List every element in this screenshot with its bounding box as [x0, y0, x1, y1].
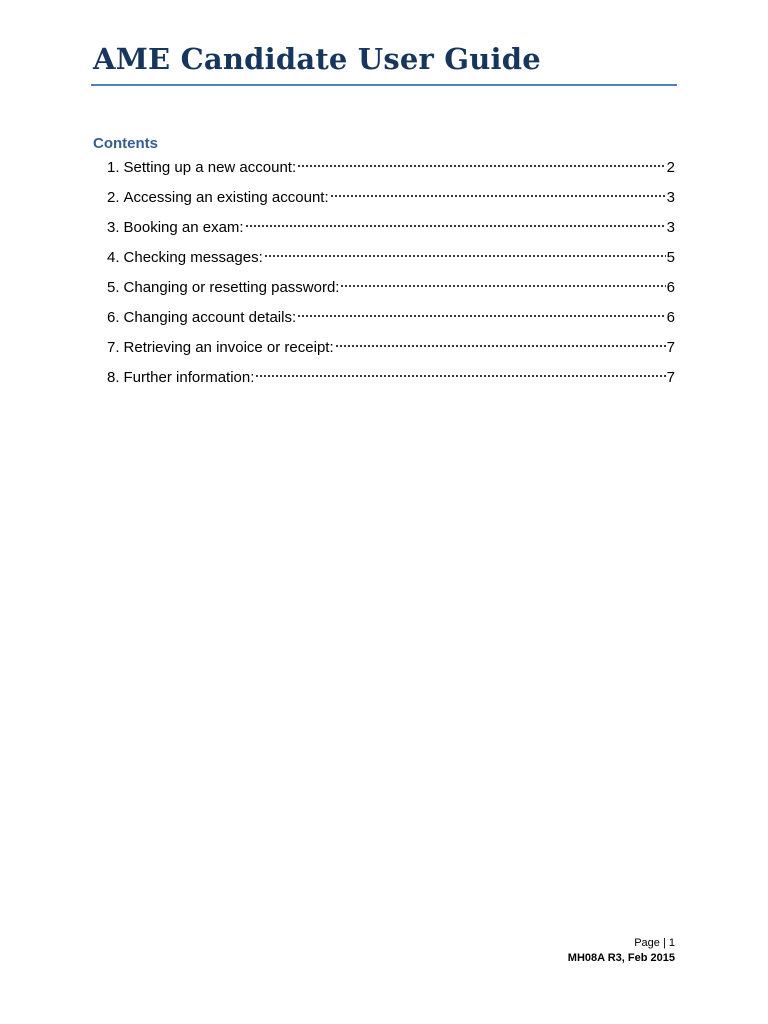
toc-dot-leader — [297, 312, 666, 318]
toc-dot-leader — [245, 222, 666, 228]
toc-entry-number: 5. — [107, 279, 120, 296]
toc-entry-page: 6 — [666, 279, 675, 296]
toc-entry-page: 3 — [666, 219, 675, 236]
toc-entry-number: 8. — [107, 369, 120, 386]
toc-entry-setting-up-account[interactable] — [107, 157, 675, 187]
toc-entry-page: 2 — [666, 159, 675, 176]
toc-entry-page: 7 — [666, 339, 675, 356]
toc-dot-leader — [264, 252, 666, 258]
toc-entry-page: 3 — [666, 189, 675, 206]
toc-entry-label: Checking messages: — [123, 249, 263, 266]
title-divider — [91, 84, 677, 86]
toc-entry-number: 4. — [107, 249, 120, 266]
footer-page-number: Page | 1 — [634, 937, 675, 949]
toc-entry-changing-details[interactable] — [107, 307, 675, 337]
toc-entry-changing-password[interactable] — [107, 277, 675, 307]
toc-entry-page: 6 — [666, 309, 675, 326]
toc-entry-number: 6. — [107, 309, 120, 326]
toc-dot-leader — [335, 342, 666, 348]
toc-entry-label: Setting up a new account: — [123, 159, 297, 176]
toc-entry-number: 7. — [107, 339, 120, 356]
toc-entry-page: 5 — [666, 249, 675, 266]
toc-entry-retrieving-invoice[interactable] — [107, 337, 675, 367]
toc-entry-further-information[interactable] — [107, 367, 675, 397]
footer-document-reference: MH08A R3, Feb 2015 — [567, 952, 675, 964]
toc-entry-booking-exam[interactable] — [107, 217, 675, 247]
toc-entry-label: Changing account details: — [123, 309, 297, 326]
toc-dot-leader — [255, 372, 665, 378]
toc-entry-label: Changing or resetting password: — [123, 279, 340, 296]
toc-entry-label: Retrieving an invoice or receipt: — [123, 339, 334, 356]
toc-entry-accessing-account[interactable] — [107, 187, 675, 217]
toc-dot-leader — [297, 162, 666, 168]
table-of-contents — [107, 157, 675, 397]
toc-entry-label: Accessing an existing account: — [123, 189, 329, 206]
contents-heading: Contents — [93, 135, 158, 152]
toc-entry-number: 2. — [107, 189, 120, 206]
page-footer — [568, 936, 675, 966]
page-title: AME Candidate User Guide — [93, 42, 541, 76]
toc-entry-label: Further information: — [123, 369, 255, 386]
toc-dot-leader — [330, 192, 666, 198]
toc-entry-number: 3. — [107, 219, 120, 236]
toc-entry-number: 1. — [107, 159, 120, 176]
toc-entry-page: 7 — [666, 369, 675, 386]
toc-dot-leader — [340, 282, 665, 288]
toc-entry-label: Booking an exam: — [123, 219, 244, 236]
toc-entry-checking-messages[interactable] — [107, 247, 675, 277]
